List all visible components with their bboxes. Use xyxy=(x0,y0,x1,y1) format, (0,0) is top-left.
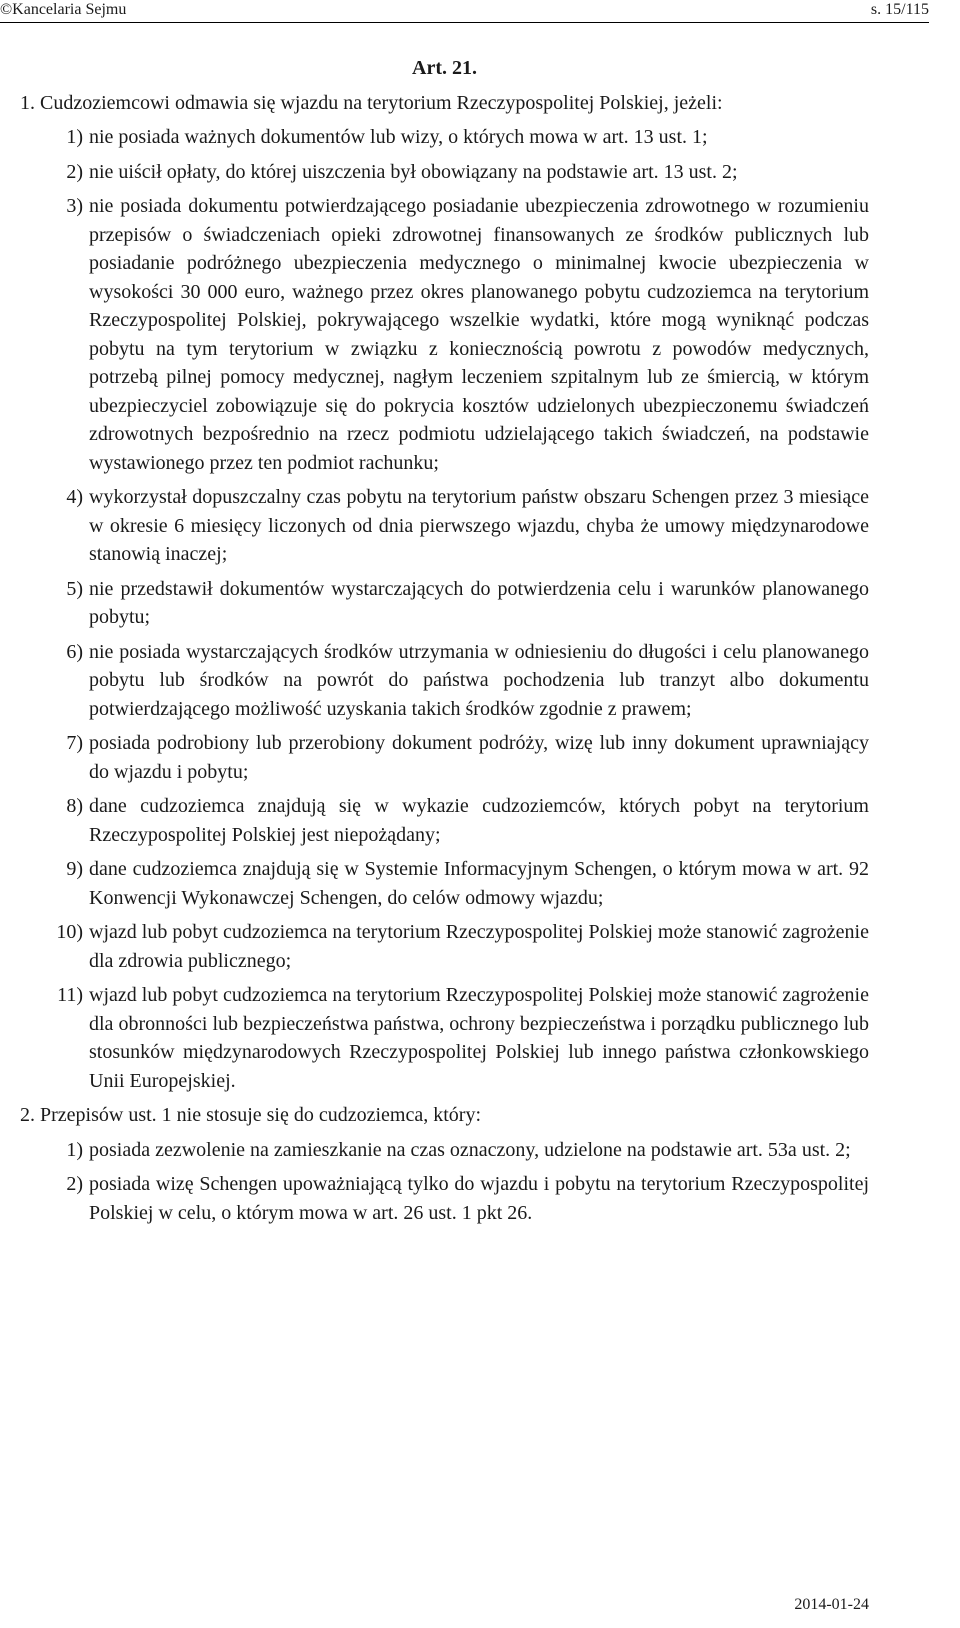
item-number: 4) xyxy=(66,486,83,508)
page-header xyxy=(0,0,929,23)
paragraph-2-intro: 2. Przepisów ust. 1 nie stosuje się do cudzoziemca, który: xyxy=(20,1104,482,1126)
list-item xyxy=(20,792,869,849)
document-body xyxy=(20,54,869,1227)
item-text: wjazd lub pobyt cudzoziemca na terytorium Rzeczypospolitej Polskiej może stanowić zagrożenie dla zdrowia publicznego; xyxy=(89,921,869,972)
item-number: 5) xyxy=(66,577,83,600)
item-text: nie posiada ważnych dokumentów lub wizy, o których mowa w art. 13 ust. 1; xyxy=(89,126,708,148)
list-item xyxy=(20,123,869,152)
item-text: nie uiścił opłaty, do której uiszczenia był obowiązany na podstawie art. 13 ust. 2; xyxy=(89,160,738,183)
item-number: 1) xyxy=(66,1138,83,1161)
document-date: 2014-01-24 xyxy=(794,1596,869,1613)
item-number: 6) xyxy=(66,640,83,663)
paragraph-1-intro: 1. Cudzoziemcowi odmawia się wjazdu na terytorium Rzeczypospolitej Polskiej, jeżeli: xyxy=(20,91,723,114)
item-number: 10) xyxy=(56,921,83,943)
item-text: nie posiada dokumentu potwierdzającego posiadanie ubezpieczenia zdrowotnego w rozumieniu przepisów o świadczeniach opieki zdrowotnej finansowanych ze środków publicznych lub posiadanie podróżnego ubezpieczenia medycznego o minimalnej kwocie ubezpieczenia w wysokości 30 000 euro, ważnego przez okres planowanego pobytu cudzoziemca na terytorium Rzeczypospolitej Polskiej, pokrywającego wszelkie wydatki, które mogą wyniknąć podczas pobytu na tym terytorium w związku z koniecznością powrotu z powodów medycznych, potrzebą pilnej pomocy medycznej, nagłym leczeniem szpitalnym lub ze śmiercią, w którym ubezpieczyciel zobowiązuje się do pokrycia kosztów udzielonych ubezpieczonemu świadczeń zdrowotnych bezpośrednio na rzecz podmiotu udzielającego takich świadczeń, na podstawie wystawionego przez ten podmiot rachunku; xyxy=(89,195,869,474)
item-text: posiada zezwolenie na zamieszkanie na czas oznaczony, udzielone na podstawie art. 53a ust. 2; xyxy=(89,1138,851,1161)
list-item xyxy=(20,158,869,187)
page-number: s. 15/115 xyxy=(870,1,929,18)
list-item xyxy=(20,918,869,975)
list-item xyxy=(20,1136,869,1165)
list-item xyxy=(20,192,869,477)
list-item xyxy=(20,1170,869,1227)
item-text: nie posiada wystarczających środków utrzymania w odniesieniu do długości i celu planowanego pobytu lub środków na powrót do państwa pochodzenia lub tranzyt albo dokumentu potwierdzającego możliwość uzyskania takich środków zgodnie z prawem; xyxy=(89,640,869,720)
item-text: wjazd lub pobyt cudzoziemca na terytorium Rzeczypospolitej Polskiej może stanowić zagrożenie dla obronności lub bezpieczeństwa państwa, ochrony bezpieczeństwa i porządku publicznego lub stosunków międzynarodowych Rzeczypospolitej Polskiej lub innego państwa członkowskiego Unii Europejskiej. xyxy=(89,984,869,1092)
list-item xyxy=(20,575,869,632)
list-item xyxy=(20,729,869,786)
item-number: 1) xyxy=(66,126,83,148)
item-number: 8) xyxy=(66,795,83,817)
item-text: posiada podrobiony lub przerobiony dokument podróży, wizę lub inny dokument uprawniający do wjazdu i pobytu; xyxy=(89,732,869,783)
item-number: 3) xyxy=(66,195,83,217)
list-item xyxy=(20,638,869,724)
item-number: 2) xyxy=(66,1173,83,1195)
article-title: Art. 21. xyxy=(412,57,477,79)
item-number: 2) xyxy=(66,160,83,183)
item-number: 11) xyxy=(57,984,83,1006)
list-item xyxy=(20,855,869,912)
item-text: dane cudzoziemca znajdują się w wykazie cudzoziemców, których pobyt na terytorium Rzeczypospolitej Polskiej jest niepożądany; xyxy=(89,795,869,846)
item-text: posiada wizę Schengen upoważniającą tylko do wjazdu i pobytu na terytorium Rzeczypospolitej Polskiej w celu, o którym mowa w art. 26 ust. 1 pkt 26. xyxy=(89,1173,869,1224)
item-number: 7) xyxy=(66,732,83,754)
list-item xyxy=(20,483,869,569)
item-text: wykorzystał dopuszczalny czas pobytu na terytorium państw obszaru Schengen przez 3 miesiące w okresie 6 miesięcy liczonych od dnia pierwszego wjazdu, chyba że umowy międzynarodowe stanowią inaczej; xyxy=(89,486,869,565)
item-text: dane cudzoziemca znajdują się w Systemie Informacyjnym Schengen, o którym mowa w art. 92 Konwencji Wykonawczej Schengen, do celów odmowy wjazdu; xyxy=(89,858,869,909)
item-text: nie przedstawił dokumentów wystarczających do potwierdzenia celu i warunków planowanego pobytu; xyxy=(89,577,869,628)
copyright-label: ©Kancelaria Sejmu xyxy=(0,1,127,18)
item-number: 9) xyxy=(66,858,83,880)
list-item xyxy=(20,981,869,1095)
